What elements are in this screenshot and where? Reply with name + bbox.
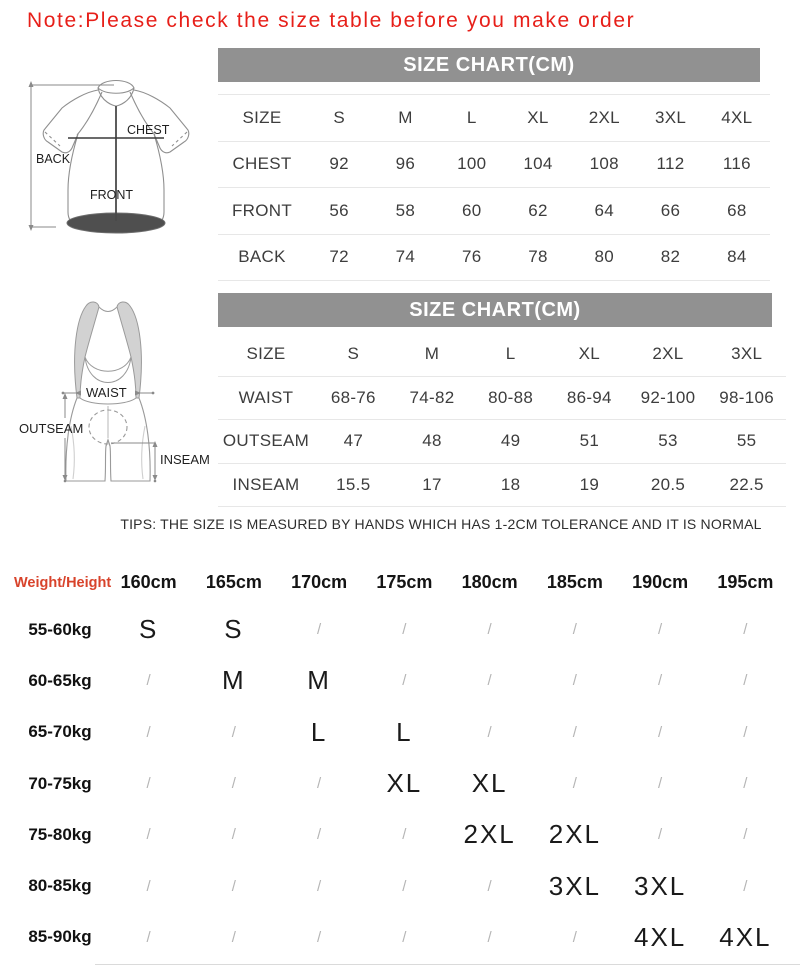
empty-cell: / [402, 826, 407, 844]
outseam-label: OUTSEAM [19, 421, 84, 436]
weight-size-cell: M [307, 665, 331, 696]
empty-cell: / [572, 928, 577, 946]
table-row [218, 333, 786, 377]
row-label: FRONT [231, 200, 293, 220]
size-cell: 4XL [721, 107, 753, 127]
size-chart-header-shorts [218, 293, 772, 327]
row-label: INSEAM [232, 474, 300, 494]
inseam-label: INSEAM [160, 452, 210, 467]
size-cell: 48 [422, 431, 442, 451]
size-cell: M [424, 344, 440, 364]
jersey-diagram [14, 78, 214, 236]
size-cell: 92 [329, 154, 349, 174]
empty-cell: / [572, 672, 577, 690]
weight-height-table [14, 604, 788, 963]
empty-cell: / [402, 877, 407, 895]
height-column-header: 180cm [461, 572, 518, 592]
size-cell: XL [578, 344, 601, 364]
weight-size-cell: XL [386, 768, 423, 799]
row-label: SIZE [242, 107, 282, 127]
weight-size-cell: S [138, 614, 159, 645]
size-cell: 100 [457, 154, 487, 174]
size-cell: 64 [594, 200, 615, 220]
row-label: SIZE [246, 344, 286, 364]
weight-height-corner-label: Weight/Height [14, 574, 112, 591]
height-column-header: 165cm [205, 572, 262, 592]
weight-size-cell: 3XL [633, 870, 687, 901]
weight-size-cell: 4XL [719, 921, 772, 952]
jersey-size-table [218, 94, 770, 281]
empty-cell: / [317, 621, 322, 639]
size-cell: 56 [329, 200, 349, 220]
empty-cell: / [317, 877, 322, 895]
height-column-header: 160cm [120, 572, 177, 592]
size-cell: 92-100 [640, 387, 696, 407]
note-text: Note:Please check the size table before you make order [27, 9, 636, 32]
weight-size-cell: S [224, 614, 244, 645]
chest-label: CHEST [127, 123, 170, 137]
weight-size-cell: M [222, 665, 246, 696]
size-cell: 98-106 [719, 387, 775, 407]
row-label: BACK [238, 247, 286, 267]
size-cell: 78 [528, 247, 548, 267]
size-cell: 84 [727, 247, 747, 267]
empty-cell: / [231, 877, 236, 895]
height-column-header: 190cm [632, 572, 689, 592]
size-cell: 96 [395, 154, 416, 174]
size-cell: 116 [722, 154, 751, 174]
size-cell: 76 [461, 247, 482, 267]
empty-cell: / [317, 775, 322, 793]
empty-cell: / [572, 621, 577, 639]
size-cell: 74-82 [409, 387, 455, 407]
empty-cell: / [146, 723, 151, 741]
empty-cell: / [231, 928, 236, 946]
size-cell: 22.5 [729, 474, 764, 494]
weight-height-header-row [14, 572, 788, 593]
empty-cell: / [487, 877, 492, 895]
empty-cell: / [743, 672, 748, 690]
tips-text: TIPS: THE SIZE IS MEASURED BY HANDS WHICH HAS 1-2CM TOLERANCE AND IT IS NORMAL [120, 516, 762, 532]
size-cell: 62 [528, 200, 548, 220]
empty-cell: / [146, 826, 151, 844]
size-cell: 80-88 [488, 387, 534, 407]
table-row [218, 95, 770, 142]
size-cell: 58 [395, 200, 416, 220]
empty-cell: / [146, 877, 151, 895]
weight-row-label: 60-65kg [28, 670, 92, 690]
size-cell: 18 [500, 474, 521, 494]
size-cell: 112 [656, 154, 685, 174]
empty-cell: / [317, 928, 322, 946]
weight-size-cell: 2XL [548, 819, 601, 850]
empty-cell: / [402, 928, 407, 946]
weight-size-cell: 2XL [463, 819, 516, 850]
size-cell: 47 [343, 431, 364, 451]
size-cell: 72 [329, 247, 349, 267]
size-cell: 68 [727, 200, 747, 220]
front-label: FRONT [90, 188, 134, 202]
height-column-header: 185cm [546, 572, 603, 592]
weight-row-label: 75-80kg [28, 824, 92, 844]
empty-cell: / [487, 621, 492, 639]
weight-size-cell: 3XL [548, 870, 601, 901]
size-chart-header-shorts-label: SIZE CHART(CM) [409, 298, 581, 321]
size-cell: 3XL [654, 107, 687, 127]
empty-cell: / [743, 723, 748, 741]
empty-cell: / [487, 723, 492, 741]
table-row [218, 235, 770, 282]
size-cell: 104 [523, 154, 553, 174]
bottom-divider [95, 964, 800, 965]
table-row [218, 188, 770, 235]
bib-shorts-diagram [5, 296, 215, 510]
size-cell: L [505, 344, 516, 364]
weight-row-label: 65-70kg [28, 722, 92, 742]
shorts-size-table [218, 333, 786, 507]
size-cell: 82 [660, 247, 681, 267]
weight-size-cell: L [396, 716, 413, 747]
table-row [218, 377, 786, 421]
size-cell: S [333, 107, 345, 127]
size-cell: 51 [579, 431, 600, 451]
empty-cell: / [658, 775, 663, 793]
size-cell: 108 [589, 154, 619, 174]
empty-cell: / [317, 826, 322, 844]
size-cell: 55 [736, 431, 757, 451]
empty-cell: / [146, 672, 151, 690]
waist-label: WAIST [86, 385, 127, 400]
size-cell: L [466, 107, 477, 127]
row-label: OUTSEAM [222, 431, 310, 451]
table-row [218, 464, 786, 508]
size-chart-header-jersey-label: SIZE CHART(CM) [403, 53, 575, 76]
empty-cell: / [743, 877, 748, 895]
weight-size-cell: 4XL [633, 921, 687, 952]
empty-cell: / [743, 826, 748, 844]
back-label: BACK [36, 152, 71, 166]
empty-cell: / [487, 928, 492, 946]
size-cell: 3XL [731, 344, 763, 364]
empty-cell: / [572, 775, 577, 793]
empty-cell: / [658, 672, 663, 690]
size-cell: 15.5 [336, 474, 371, 494]
empty-cell: / [231, 775, 236, 793]
size-cell: 19 [579, 474, 600, 494]
size-chart-header-jersey [218, 48, 760, 82]
size-cell: 2XL [588, 107, 620, 127]
size-cell: 2XL [652, 344, 684, 364]
empty-cell: / [572, 723, 577, 741]
size-cell: 86-94 [566, 387, 612, 407]
row-label: CHEST [232, 154, 292, 174]
weight-row-label: 80-85kg [28, 876, 92, 896]
weight-size-cell: L [310, 716, 328, 747]
empty-cell: / [231, 826, 236, 844]
empty-cell: / [402, 672, 407, 690]
height-column-header: 175cm [376, 572, 433, 592]
size-cell: 74 [395, 247, 416, 267]
table-row [218, 420, 786, 464]
empty-cell: / [743, 621, 748, 639]
height-column-header: 195cm [717, 572, 774, 592]
size-cell: 68-76 [330, 387, 376, 407]
empty-cell: / [658, 723, 663, 741]
weight-row-label: 55-60kg [28, 619, 92, 639]
empty-cell: / [146, 928, 151, 946]
outseam-measure-arrow [63, 393, 68, 482]
empty-cell: / [146, 775, 151, 793]
weight-row-label: 70-75kg [28, 773, 92, 793]
table-row [218, 142, 770, 189]
size-cell: 20.5 [650, 474, 686, 494]
size-cell: S [347, 344, 360, 364]
size-cell: 60 [461, 200, 482, 220]
empty-cell: / [487, 672, 492, 690]
empty-cell: / [231, 723, 236, 741]
empty-cell: / [658, 826, 663, 844]
empty-cell: / [658, 621, 663, 639]
size-cell: XL [527, 107, 549, 127]
size-cell: 17 [422, 474, 442, 494]
size-cell: 66 [660, 200, 681, 220]
empty-cell: / [402, 621, 407, 639]
size-cell: 49 [500, 431, 521, 451]
empty-cell: / [743, 775, 748, 793]
height-column-header: 170cm [291, 572, 348, 592]
weight-row-label: 85-90kg [28, 927, 92, 947]
size-cell: 53 [658, 431, 678, 451]
size-cell: M [398, 107, 413, 127]
weight-size-cell: XL [471, 768, 508, 799]
row-label: WAIST [238, 387, 294, 407]
size-cell: 80 [594, 247, 615, 267]
